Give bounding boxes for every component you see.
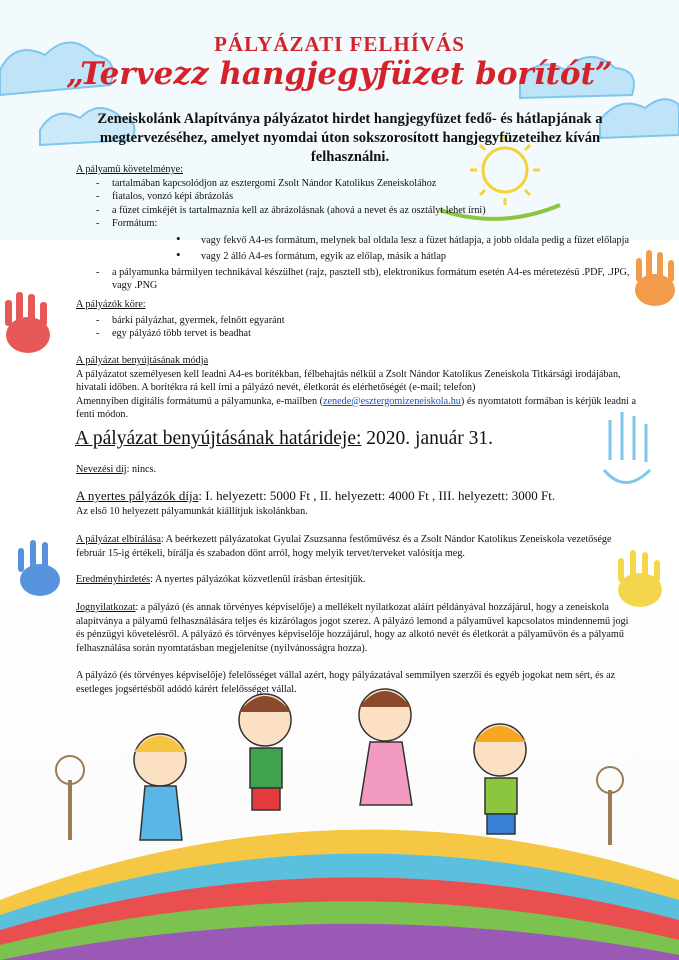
legal-section — [76, 601, 636, 655]
liability-paragraph: A pályázó (és törvényes képviselője) felelősséget vállal azért, hogy pályázatával semmilyen szerzői és egyéb jogokat nem sért, és az esetleges jogsértésből adódó kárért felelősséget vállal. — [76, 670, 616, 695]
submission-digital-post: ) és nyomtatott formában is kérjük leadni a fenti módon. — [76, 395, 637, 420]
prizes-value: : I. helyezett: 5000 Ft , II. helyezett: 4000 Ft , III. helyezett: 3000 Ft. — [198, 488, 556, 503]
announcement-text: : A nyertes pályázókat közvetlenül írásban értesítjük. — [150, 574, 366, 585]
submission-text: A pályázatot személyesen kell leadni A4-es borítékban, félbehajtás nélkül a Zsolt Nándor Katolikus Zeneiskola Titkársági irodájában, hivatali időben. A borítékra rá kell írni a pályázó nevét, életkorát és elérhetőségét (e-mail; telefon) — [76, 368, 621, 393]
child-figure-3 — [359, 689, 412, 805]
deadline-line — [75, 428, 493, 450]
list-item: - tartalmában kapcsolódjon az esztergomi Zsolt Nándor Katolikus Zeneiskolához — [76, 177, 636, 191]
page-title: PÁLYÁZATI FELHÍVÁS — [214, 32, 465, 56]
applicants-section — [76, 298, 636, 341]
requirements-list — [76, 177, 636, 231]
legal-text: : a pályázó (és annak törvényes képviselője) a mellékelt nyilatkozat aláírt példányával hozzájárul, hogy a zeneiskola alapítványa a pályamű felhasználására teljes és kizárólagos jogot szerez. A pályázó lemond a pályaművel kapcsolatos mindennemű jogi és pénzügyi követelésről. A pályázó és törvényes képviselője hozzájárul, hogy az alkotó nevét és életkorát a pályaművön és a pályamű felhasználása során nyomtatásban megjelenítse (nyilvánosságra hozza). — [76, 602, 629, 654]
list-item: - egy pályázó több tervet is beadhat — [76, 327, 636, 341]
submission-digital-text — [76, 395, 636, 422]
evaluation-label: A pályázat elbírálása — [76, 534, 161, 545]
handprint-icon — [635, 250, 675, 306]
deadline-label: A pályázat benyújtásának határideje: — [75, 428, 362, 449]
page-subtitle: „Tervezz hangjegyfüzet borítót” — [66, 56, 613, 92]
list-item: • vagy fekvő A4-es formátum, melynek bal oldala lesz a füzet hátlapja, a jobb oldala pedig a füzet előlapja — [76, 234, 636, 248]
child-figure-2 — [239, 694, 291, 810]
technique-list — [76, 266, 636, 293]
submission-heading: A pályázat benyújtásának módja — [76, 355, 209, 366]
handprint-icon — [5, 292, 50, 353]
format-options-list — [76, 234, 636, 264]
child-figure-1 — [134, 734, 186, 840]
deadline-value: 2020. január 31. — [361, 428, 494, 449]
list-item: • vagy 2 álló A4-es formátum, egyik az előlap, másik a hátlap — [76, 250, 636, 264]
announcement-label: Eredményhirdetés — [76, 574, 151, 585]
submission-digital-pre: Amennyiben digitális formátumú a pályamunka, e-mailben ( — [76, 395, 323, 407]
list-item: - fiatalos, vonzó képi ábrázolás — [76, 190, 636, 204]
list-item: - a pályamunka bármilyen technikával készülhet (rajz, pasztell stb), elektronikus formátum esetén A4-es méretezésű .PDF, .JPG, vagy .PNG — [76, 266, 636, 293]
child-figure-4 — [474, 724, 526, 834]
email-link[interactable]: zenede@esztergomizeneiskola.hu — [322, 395, 461, 407]
handprint-icon — [18, 540, 60, 596]
evaluation-section — [76, 533, 636, 560]
evaluation-text: : A beérkezett pályázatokat Gyulai Zsuzsanna festőművész és a Zsolt Nándor Katolikus Zeneiskola vezetősége február 15-ig értékeli, bírálja és szabadon dönt arról, hogy melyik tervet/terveket valósítja meg. — [76, 534, 612, 559]
requirements-section — [76, 163, 636, 293]
legal-label: Jognyilatkozat — [76, 602, 136, 613]
list-item: - bárki pályázhat, gyermek, felnőtt egyaránt — [76, 314, 636, 328]
announcement-section — [76, 573, 636, 587]
fee-label: Nevezési díj — [76, 464, 127, 475]
fee-value: : nincs. — [126, 464, 157, 475]
intro-paragraph: Zeneiskolánk Alapítványa pályázatot hirdet hangjegyfüzet fedő- és hátlapjának a megtervezéséhez, amelyet nyomdai úton sokszorosított hangjegyfüzeteihez kíván felhasználni. — [97, 111, 603, 165]
prizes-note: Az első 10 helyezett pályamunkát kiállítjuk iskolánkban. — [76, 506, 308, 517]
list-item: - a füzet címkéjét is tartalmaznia kell az ábrázolásnak (ahová a nevet és az osztályt lehet írni) — [76, 204, 636, 218]
submission-section — [76, 354, 636, 422]
applicants-list — [76, 314, 636, 341]
applicants-heading: A pályázók köre: — [76, 299, 146, 310]
requirements-heading: A pályamű követelménye: — [76, 164, 183, 175]
rainbow-hill — [0, 830, 679, 960]
list-item: - Formátum: — [76, 217, 636, 231]
prizes-label: A nyertes pályázók díja — [76, 488, 199, 503]
prizes-line — [76, 488, 555, 504]
fee-line — [76, 463, 636, 477]
